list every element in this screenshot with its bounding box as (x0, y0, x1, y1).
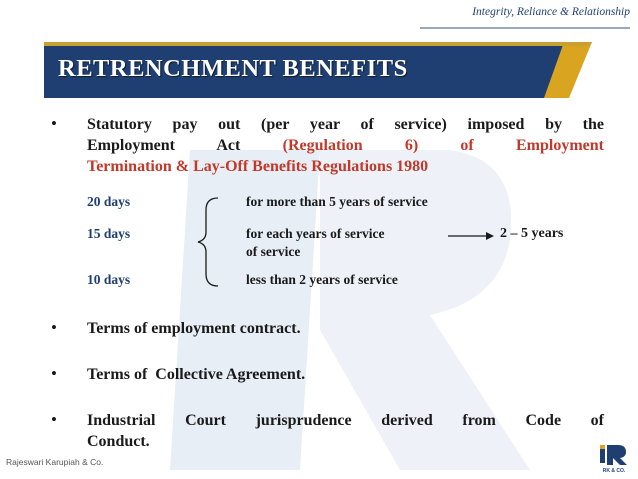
bullet-marker: • (51, 410, 57, 429)
bullet-industrial-court-line2: Conduct. (87, 433, 150, 450)
arrow-right-icon (448, 230, 494, 242)
regulation-reference: (Regulation 6) of Employment (282, 137, 605, 154)
footer-company-name: Rajeswari Karupiah & Co. (6, 457, 104, 467)
benefit-condition-10: less than 2 years of service (246, 272, 398, 287)
bullet-industrial-court-line1: Industrial Court jurisprudence derived from Code of (87, 412, 604, 429)
benefit-condition-15: for each years of service (246, 226, 385, 241)
bullet-statutory-line1: Statutory pay out (per year of service) imposed by the (87, 116, 604, 133)
employment-act-text: Employment Act (87, 137, 283, 154)
bullet-collective-agreement: Terms of Collective Agreement. (87, 366, 306, 383)
header-divider (420, 27, 630, 29)
benefit-condition-20: for more than 5 years of service (246, 194, 428, 209)
bullet-statutory-line3 (87, 156, 604, 177)
benefit-days-20: 20 days (87, 194, 131, 209)
bullet-marker: • (51, 364, 57, 383)
bullet-statutory-line2 (87, 135, 604, 156)
curly-brace-icon (196, 196, 222, 288)
rk-logo-icon (598, 443, 630, 473)
benefit-days-15: 15 days (87, 226, 131, 241)
bullet-marker: • (51, 114, 57, 133)
logo-text: RK & CO. (602, 468, 626, 473)
service-range: 2 – 5 years (500, 226, 564, 241)
company-tagline: Integrity, Reliance & Relationship (472, 6, 630, 18)
slide-title: RETRENCHMENT BENEFITS (58, 55, 408, 82)
regulation-title: Termination & Lay-Off Benefits Regulations 1980 (87, 158, 429, 175)
bullet-employment-contract: Terms of employment contract. (87, 320, 301, 337)
benefit-condition-15-cont: of service (246, 244, 301, 259)
benefit-days-10: 10 days (87, 272, 131, 287)
bullet-marker: • (51, 318, 57, 337)
